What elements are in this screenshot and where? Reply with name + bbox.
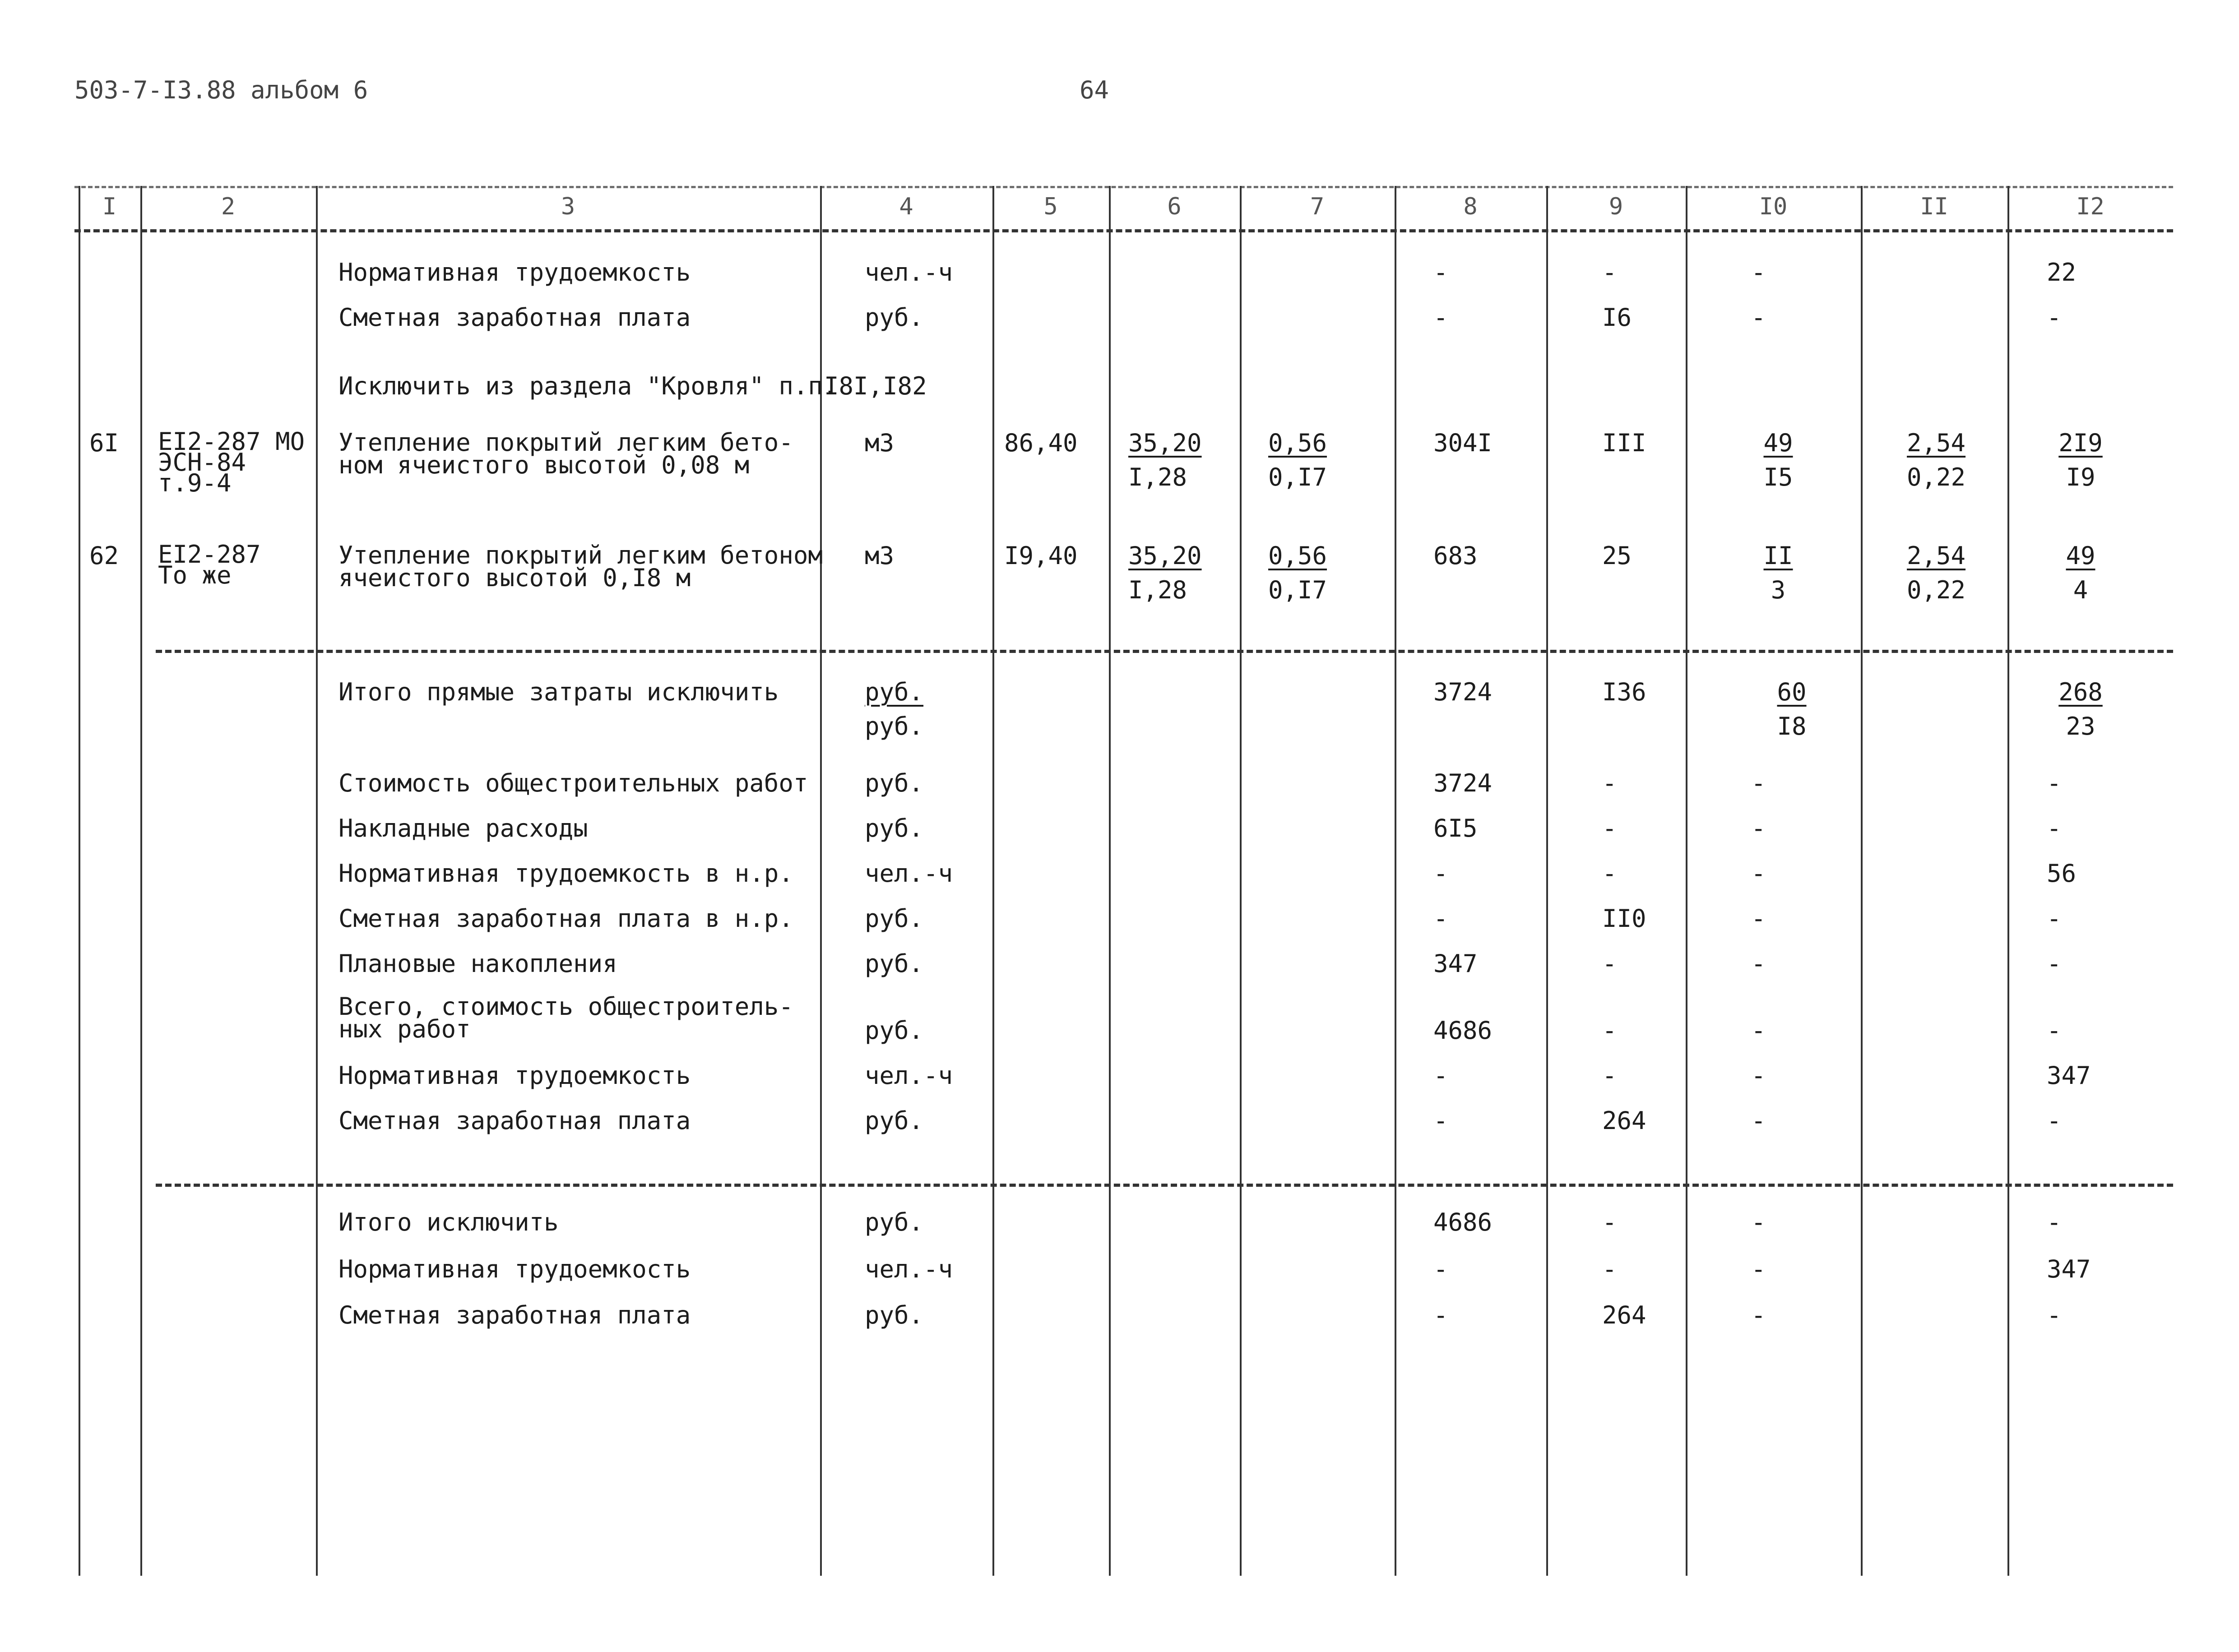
column-number-2: 2	[221, 193, 236, 220]
row-5-unit-top: руб.	[865, 678, 924, 706]
row-15-col10: -	[1751, 1255, 1766, 1283]
row-16-description: Сметная заработная плата	[338, 1301, 691, 1329]
row-7-description: Накладные расходы	[338, 814, 588, 842]
row-0-unit: чел.-ч	[865, 258, 953, 287]
row-3-col12-bottom: I9	[2066, 463, 2095, 491]
row-16-col9: 264	[1602, 1301, 1646, 1329]
row-4-col10-top: II	[1763, 541, 1793, 570]
column-border-8	[1395, 186, 1396, 1576]
row-5-description: Итого прямые затраты исключить	[338, 678, 779, 706]
row-3-col11-bottom: 0,22	[1907, 463, 1966, 491]
row-5-col10-bottom: I8	[1777, 712, 1807, 740]
row-7-col10: -	[1751, 814, 1766, 842]
row-8-unit: чел.-ч	[865, 859, 953, 888]
row-5-col9: I36	[1602, 678, 1646, 706]
row-10-unit: руб.	[865, 949, 924, 978]
row-4-col12-bottom: 4	[2073, 576, 2088, 604]
row-6-description: Стоимость общестроительных работ	[338, 769, 808, 797]
row-5-col8: 3724	[1433, 678, 1493, 706]
row-4-number: 62	[89, 541, 119, 570]
column-number-3: 3	[561, 193, 575, 220]
row-10-col10: -	[1751, 949, 1766, 978]
row-9-unit: руб.	[865, 904, 924, 933]
column-number-10: I0	[1759, 193, 1788, 220]
row-13-description: Сметная заработная плата	[338, 1106, 691, 1135]
row-0-col12: 22	[2047, 258, 2077, 287]
row-14-col8: 4686	[1433, 1208, 1493, 1236]
row-13-col8: -	[1433, 1106, 1448, 1135]
row-10-col8: 347	[1433, 949, 1478, 978]
row-8-description: Нормативная трудоемкость в н.р.	[338, 859, 793, 888]
row-1-description: Сметная заработная плата	[338, 303, 691, 332]
row-16-col12: -	[2047, 1301, 2062, 1329]
row-4-code: EI2-287 То же	[158, 540, 261, 589]
row-15-col12: 347	[2047, 1255, 2091, 1283]
table-header-divider	[74, 229, 2173, 232]
row-11-unit: руб.	[865, 1016, 924, 1045]
row-13-col10: -	[1751, 1106, 1766, 1135]
row-14-col9: -	[1602, 1208, 1617, 1236]
row-3-quantity: 86,40	[1004, 429, 1078, 457]
row-9-col8: -	[1433, 904, 1448, 933]
row-3-col11-top: 2,54	[1907, 429, 1966, 457]
table-top-border	[74, 186, 2173, 188]
row-4-col11-bottom: 0,22	[1907, 576, 1966, 604]
column-number-7: 7	[1310, 193, 1325, 220]
column-number-11: II	[1920, 193, 1948, 220]
row-11-col10: -	[1751, 1016, 1766, 1045]
row-1-col10: -	[1751, 303, 1766, 332]
row-14-unit: руб.	[865, 1208, 924, 1236]
row-16-unit: руб.	[865, 1301, 924, 1329]
row-12-unit: чел.-ч	[865, 1061, 953, 1090]
row-3-code: EI2-287 МО ЭСН-84 т.9-4	[158, 427, 305, 497]
column-border-3	[316, 186, 318, 1576]
row-9-description: Сметная заработная плата в н.р.	[338, 904, 793, 933]
row-6-col12: -	[2047, 769, 2062, 797]
row-15-unit: чел.-ч	[865, 1255, 953, 1283]
row-10-description: Плановые накопления	[338, 949, 617, 978]
row-12-description: Нормативная трудоемкость	[338, 1061, 691, 1090]
row-12-col12: 347	[2047, 1061, 2091, 1090]
row-5-unit-bottom: руб.	[865, 712, 924, 740]
row-2-items: I8I,I82	[824, 372, 927, 400]
row-3-number: 6I	[89, 429, 119, 457]
column-border-9	[1546, 186, 1548, 1576]
column-number-8: 8	[1463, 193, 1478, 220]
row-0-col10: -	[1751, 258, 1766, 287]
row-5-col10-top: 60	[1777, 678, 1807, 706]
row-4-col7-bottom: 0,I7	[1268, 576, 1327, 604]
row-4-description: Утепление покрытий легким бетоном ячеистого высотой 0,I8 м	[338, 541, 823, 592]
row-1-col8: -	[1433, 303, 1448, 332]
row-15-description: Нормативная трудоемкость	[338, 1255, 691, 1283]
row-12-col10: -	[1751, 1061, 1766, 1090]
row-9-col9: II0	[1602, 904, 1646, 933]
column-border-1	[79, 186, 80, 1576]
row-6-col9: -	[1602, 769, 1617, 797]
column-number-9: 9	[1609, 193, 1623, 220]
row-5-col12-top: 268	[2058, 678, 2103, 706]
row-7-col9: -	[1602, 814, 1617, 842]
row-3-col6-bottom: I,28	[1128, 463, 1187, 491]
column-border-6	[1109, 186, 1111, 1576]
row-3-col9: III	[1602, 429, 1646, 457]
row-14-col10: -	[1751, 1208, 1766, 1236]
column-border-12	[2007, 186, 2009, 1576]
column-border-2	[140, 186, 142, 1576]
row-3-col6-top: 35,20	[1128, 429, 1202, 457]
row-12-col8: -	[1433, 1061, 1448, 1090]
row-7-col12: -	[2047, 814, 2062, 842]
row-10-col12: -	[2047, 949, 2062, 978]
column-number-1: I	[102, 193, 117, 220]
row-4-col6-bottom: I,28	[1128, 576, 1187, 604]
row-7-unit: руб.	[865, 814, 924, 842]
row-3-description: Утепление покрытий легким бето- ном ячеистого высотой 0,08 м	[338, 428, 793, 479]
row-11-description: Всего, стоимость общестроитель- ных работ	[338, 992, 793, 1043]
row-1-col9: I6	[1602, 303, 1632, 332]
row-2-description: Исключить из раздела "Кровля" п.п.	[338, 372, 838, 400]
row-11-col12: -	[2047, 1016, 2062, 1045]
row-5-col12-bottom: 23	[2066, 712, 2095, 740]
row-8-col9: -	[1602, 859, 1617, 888]
column-number-4: 4	[899, 193, 913, 220]
row-14-description: Итого исключить	[338, 1208, 559, 1236]
row-0-description: Нормативная трудоемкость	[338, 258, 691, 287]
row-16-col8: -	[1433, 1301, 1448, 1329]
column-border-5	[992, 186, 994, 1576]
row-9-col12: -	[2047, 904, 2062, 933]
row-3-col12-top: 2I9	[2058, 429, 2103, 457]
row-3-col7-bottom: 0,I7	[1268, 463, 1327, 491]
row-6-col8: 3724	[1433, 769, 1493, 797]
column-border-10	[1686, 186, 1687, 1576]
row-13-unit: руб.	[865, 1106, 924, 1135]
row-4-col7-top: 0,56	[1268, 541, 1327, 570]
row-6-unit: руб.	[865, 769, 924, 797]
row-15-col9: -	[1602, 1255, 1617, 1283]
row-3-col8: 304I	[1433, 429, 1493, 457]
row-3-col10-top: 49	[1763, 429, 1793, 457]
row-16-col10: -	[1751, 1301, 1766, 1329]
row-11-col8: 4686	[1433, 1016, 1493, 1045]
row-6-col10: -	[1751, 769, 1766, 797]
column-number-6: 6	[1167, 193, 1182, 220]
row-4-col10-bottom: 3	[1771, 576, 1786, 604]
row-0-col8: -	[1433, 258, 1448, 287]
row-8-col10: -	[1751, 859, 1766, 888]
column-border-7	[1240, 186, 1242, 1576]
row-8-col8: -	[1433, 859, 1448, 888]
row-4-col9: 25	[1602, 541, 1632, 570]
row-4-col11-top: 2,54	[1907, 541, 1966, 570]
row-4-col12-top: 49	[2066, 541, 2095, 570]
row-13-col9: 264	[1602, 1106, 1646, 1135]
row-14-col12: -	[2047, 1208, 2062, 1236]
row-group-divider-2	[156, 1184, 2173, 1187]
row-3-col7-top: 0,56	[1268, 429, 1327, 457]
row-1-col12: -	[2047, 303, 2062, 332]
row-7-col8: 6I5	[1433, 814, 1478, 842]
row-12-col9: -	[1602, 1061, 1617, 1090]
column-border-11	[1861, 186, 1863, 1576]
row-1-unit: руб.	[865, 303, 924, 332]
column-number-12: I2	[2076, 193, 2105, 220]
row-9-col10: -	[1751, 904, 1766, 933]
row-4-col8: 683	[1433, 541, 1478, 570]
row-group-divider-1	[156, 650, 2173, 653]
row-11-col9: -	[1602, 1016, 1617, 1045]
row-15-col8: -	[1433, 1255, 1448, 1283]
row-10-col9: -	[1602, 949, 1617, 978]
row-0-col9: -	[1602, 258, 1617, 287]
row-4-quantity: I9,40	[1004, 541, 1078, 570]
row-3-col10-bottom: I5	[1763, 463, 1793, 491]
document-code: 503-7-I3.88 альбом 6	[74, 76, 368, 104]
row-4-col6-top: 35,20	[1128, 541, 1202, 570]
row-3-unit: м3	[865, 429, 895, 457]
column-number-5: 5	[1043, 193, 1058, 220]
row-13-col12: -	[2047, 1106, 2062, 1135]
page-number: 64	[1080, 76, 1109, 104]
row-8-col12: 56	[2047, 859, 2077, 888]
row-4-unit: м3	[865, 541, 895, 570]
